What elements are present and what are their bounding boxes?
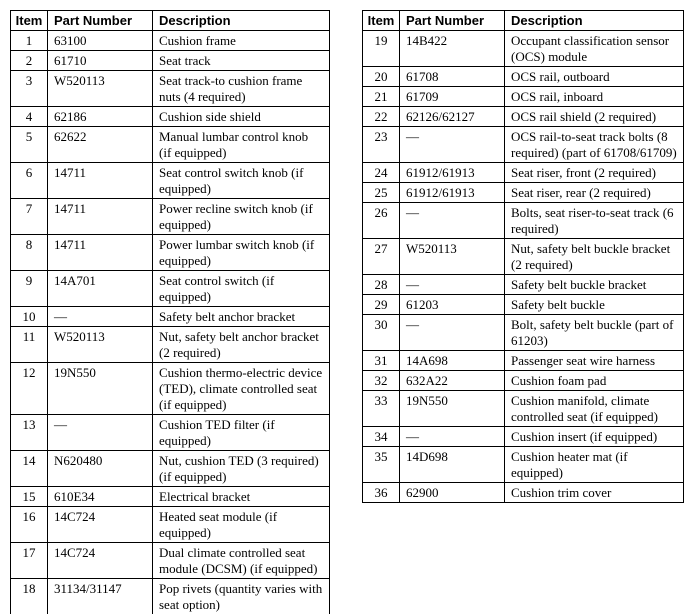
description-cell: Cushion insert (if equipped) xyxy=(505,427,684,447)
table-row xyxy=(363,31,684,67)
part-number-cell: 14D698 xyxy=(400,447,505,483)
part-number-cell: 61203 xyxy=(400,295,505,315)
item-cell: 24 xyxy=(363,163,400,183)
part-number-cell: 61709 xyxy=(400,87,505,107)
description-cell: Cushion frame xyxy=(153,31,330,51)
item-cell: 31 xyxy=(363,351,400,371)
part-number-cell: — xyxy=(400,275,505,295)
header-item: Item xyxy=(363,11,400,31)
table-row xyxy=(363,107,684,127)
item-cell: 4 xyxy=(11,107,48,127)
item-cell: 35 xyxy=(363,447,400,483)
table-row xyxy=(363,295,684,315)
table-row xyxy=(11,363,330,415)
description-cell: Cushion manifold, climate controlled seat (if equipped) xyxy=(505,391,684,427)
description-cell: Manual lumbar control knob (if equipped) xyxy=(153,127,330,163)
item-cell: 17 xyxy=(11,543,48,579)
item-cell: 2 xyxy=(11,51,48,71)
table-row xyxy=(363,87,684,107)
item-cell: 14 xyxy=(11,451,48,487)
description-cell: Dual climate controlled seat module (DCSM) (if equipped) xyxy=(153,543,330,579)
item-cell: 36 xyxy=(363,483,400,503)
description-cell: Seat track xyxy=(153,51,330,71)
description-cell: Pop rivets (quantity varies with seat option) xyxy=(153,579,330,614)
table-row xyxy=(11,307,330,327)
description-cell: Cushion foam pad xyxy=(505,371,684,391)
description-cell: Power recline switch knob (if equipped) xyxy=(153,199,330,235)
part-number-cell: 14711 xyxy=(48,199,153,235)
part-number-cell: 61912/61913 xyxy=(400,163,505,183)
part-number-cell: 632A22 xyxy=(400,371,505,391)
item-cell: 5 xyxy=(11,127,48,163)
table-row xyxy=(11,271,330,307)
part-number-cell: 14711 xyxy=(48,163,153,199)
table-row xyxy=(363,127,684,163)
item-cell: 1 xyxy=(11,31,48,51)
part-number-cell: W520113 xyxy=(48,327,153,363)
description-cell: OCS rail, inboard xyxy=(505,87,684,107)
header-description: Description xyxy=(505,11,684,31)
item-cell: 30 xyxy=(363,315,400,351)
table-row xyxy=(363,315,684,351)
item-cell: 11 xyxy=(11,327,48,363)
part-number-cell: — xyxy=(48,415,153,451)
item-cell: 3 xyxy=(11,71,48,107)
description-cell: OCS rail-to-seat track bolts (8 required) (part of 61708/61709) xyxy=(505,127,684,163)
part-number-cell: 61912/61913 xyxy=(400,183,505,203)
item-cell: 13 xyxy=(11,415,48,451)
description-cell: Cushion side shield xyxy=(153,107,330,127)
item-cell: 9 xyxy=(11,271,48,307)
description-cell: Seat track-to cushion frame nuts (4 required) xyxy=(153,71,330,107)
table-row xyxy=(363,371,684,391)
part-number-cell: 14711 xyxy=(48,235,153,271)
item-cell: 10 xyxy=(11,307,48,327)
item-cell: 8 xyxy=(11,235,48,271)
description-cell: Nut, safety belt anchor bracket (2 required) xyxy=(153,327,330,363)
item-cell: 16 xyxy=(11,507,48,543)
part-number-cell: — xyxy=(400,127,505,163)
item-cell: 6 xyxy=(11,163,48,199)
item-cell: 34 xyxy=(363,427,400,447)
description-cell: Seat riser, rear (2 required) xyxy=(505,183,684,203)
table-row xyxy=(363,183,684,203)
part-number-cell: 19N550 xyxy=(400,391,505,427)
item-cell: 26 xyxy=(363,203,400,239)
part-number-cell: — xyxy=(48,307,153,327)
table-row xyxy=(363,447,684,483)
part-number-cell: 62126/62127 xyxy=(400,107,505,127)
item-cell: 32 xyxy=(363,371,400,391)
parts-table-left xyxy=(10,10,330,614)
description-cell: Cushion thermo-electric device (TED), climate controlled seat (if equipped) xyxy=(153,363,330,415)
part-number-cell: 61710 xyxy=(48,51,153,71)
part-number-cell: 14A698 xyxy=(400,351,505,371)
part-number-cell: — xyxy=(400,427,505,447)
table-row xyxy=(11,31,330,51)
item-cell: 25 xyxy=(363,183,400,203)
item-cell: 12 xyxy=(11,363,48,415)
header-part-number: Part Number xyxy=(48,11,153,31)
description-cell: Power lumbar switch knob (if equipped) xyxy=(153,235,330,271)
description-cell: Nut, cushion TED (3 required) (if equipped) xyxy=(153,451,330,487)
item-cell: 20 xyxy=(363,67,400,87)
description-cell: Seat riser, front (2 required) xyxy=(505,163,684,183)
table-row xyxy=(11,199,330,235)
item-cell: 19 xyxy=(363,31,400,67)
part-number-cell: 610E34 xyxy=(48,487,153,507)
description-cell: Electrical bracket xyxy=(153,487,330,507)
part-number-cell: 14C724 xyxy=(48,543,153,579)
table-row xyxy=(363,391,684,427)
part-number-cell: — xyxy=(400,203,505,239)
item-cell: 27 xyxy=(363,239,400,275)
description-cell: Seat control switch (if equipped) xyxy=(153,271,330,307)
table-row xyxy=(11,127,330,163)
item-cell: 7 xyxy=(11,199,48,235)
description-cell: Safety belt anchor bracket xyxy=(153,307,330,327)
table-row xyxy=(11,415,330,451)
part-number-cell: — xyxy=(400,315,505,351)
part-number-cell: 14A701 xyxy=(48,271,153,307)
part-number-cell: 61708 xyxy=(400,67,505,87)
description-cell: Passenger seat wire harness xyxy=(505,351,684,371)
description-cell: Safety belt buckle bracket xyxy=(505,275,684,295)
description-cell: Safety belt buckle xyxy=(505,295,684,315)
part-number-cell: 62900 xyxy=(400,483,505,503)
table-row xyxy=(11,107,330,127)
description-cell: OCS rail shield (2 required) xyxy=(505,107,684,127)
part-number-cell: 14C724 xyxy=(48,507,153,543)
table-row xyxy=(11,51,330,71)
description-cell: Cushion heater mat (if equipped) xyxy=(505,447,684,483)
description-cell: OCS rail, outboard xyxy=(505,67,684,87)
description-cell: Nut, safety belt buckle bracket (2 required) xyxy=(505,239,684,275)
item-cell: 29 xyxy=(363,295,400,315)
description-cell: Bolt, safety belt buckle (part of 61203) xyxy=(505,315,684,351)
part-number-cell: 19N550 xyxy=(48,363,153,415)
table-row xyxy=(363,67,684,87)
description-cell: Heated seat module (if equipped) xyxy=(153,507,330,543)
table-row xyxy=(11,579,330,614)
item-cell: 23 xyxy=(363,127,400,163)
table-row xyxy=(363,163,684,183)
item-cell: 33 xyxy=(363,391,400,427)
part-number-cell: 63100 xyxy=(48,31,153,51)
table-row xyxy=(11,235,330,271)
item-cell: 28 xyxy=(363,275,400,295)
table-row xyxy=(11,451,330,487)
part-number-cell: W520113 xyxy=(48,71,153,107)
table-row xyxy=(11,71,330,107)
header-part-number: Part Number xyxy=(400,11,505,31)
table-row xyxy=(363,351,684,371)
item-cell: 18 xyxy=(11,579,48,614)
table-row xyxy=(11,487,330,507)
item-cell: 22 xyxy=(363,107,400,127)
table-row xyxy=(363,427,684,447)
table-row xyxy=(11,163,330,199)
table-row xyxy=(11,327,330,363)
description-cell: Cushion TED filter (if equipped) xyxy=(153,415,330,451)
table-row xyxy=(11,543,330,579)
parts-table-right xyxy=(362,10,684,503)
description-cell: Cushion trim cover xyxy=(505,483,684,503)
part-number-cell: 14B422 xyxy=(400,31,505,67)
part-number-cell: N620480 xyxy=(48,451,153,487)
table-row xyxy=(363,275,684,295)
item-cell: 21 xyxy=(363,87,400,107)
part-number-cell: W520113 xyxy=(400,239,505,275)
table-row xyxy=(363,483,684,503)
header-item: Item xyxy=(11,11,48,31)
header-description: Description xyxy=(153,11,330,31)
item-cell: 15 xyxy=(11,487,48,507)
description-cell: Bolts, seat riser-to-seat track (6 required) xyxy=(505,203,684,239)
part-number-cell: 62622 xyxy=(48,127,153,163)
table-header xyxy=(11,11,330,31)
description-cell: Seat control switch knob (if equipped) xyxy=(153,163,330,199)
part-number-cell: 31134/31147 xyxy=(48,579,153,614)
part-number-cell: 62186 xyxy=(48,107,153,127)
table-row xyxy=(363,239,684,275)
table-header xyxy=(363,11,684,31)
table-row xyxy=(363,203,684,239)
table-row xyxy=(11,507,330,543)
description-cell: Occupant classification sensor (OCS) module xyxy=(505,31,684,67)
